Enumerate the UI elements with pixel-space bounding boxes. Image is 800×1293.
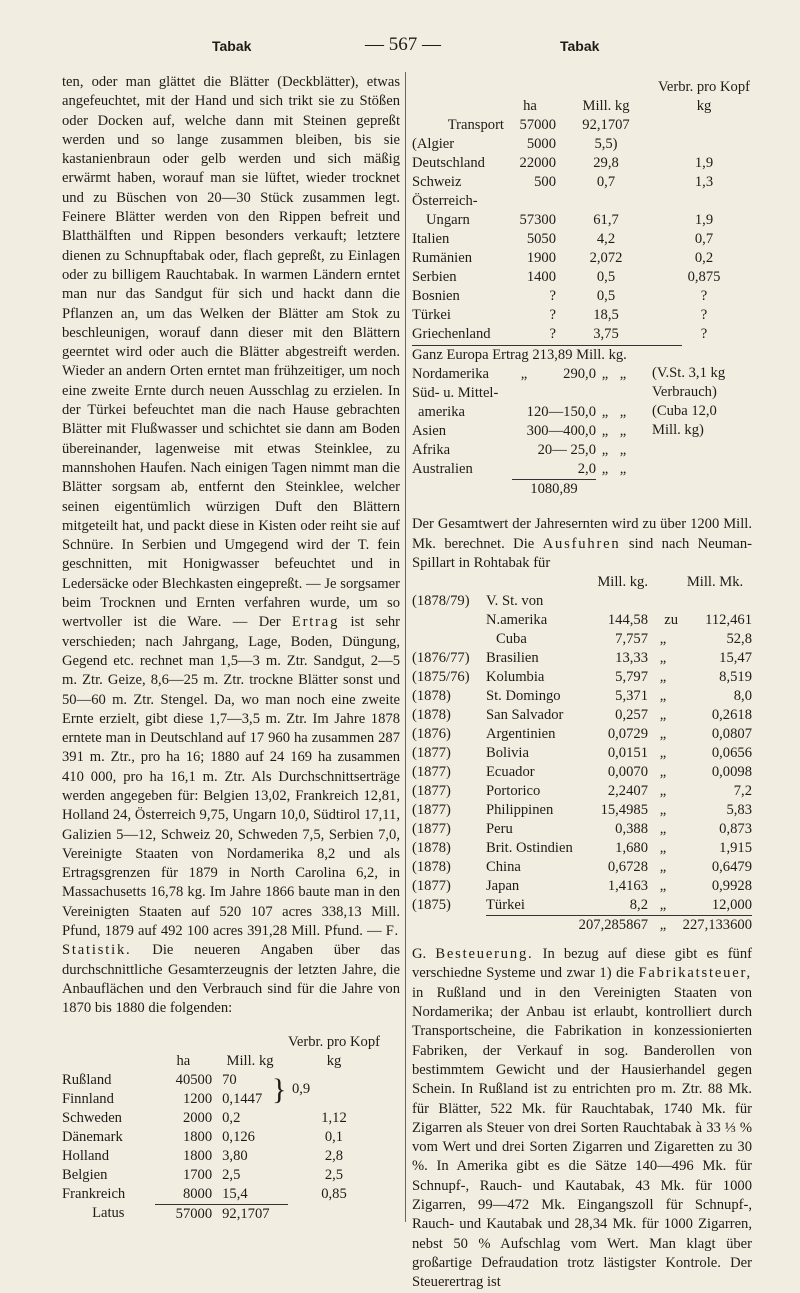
gesamtwert-paragraph: Der Gesamtwert der Jahresernten wird zu über 1200 Mill. Mk. berechnet. Die Ausfuhren sind nach Neuman-Spillart in Rohtabak für [412, 516, 752, 571]
col-header-mill-kg: Mill. kg [226, 1052, 274, 1069]
ertrag-table [412, 365, 632, 499]
header-right-keyword: Tabak [560, 38, 600, 54]
table-row: Rußland 40500 70 } 0,9 [62, 1071, 311, 1106]
table-row: (1878) Brit. Ostindien 1,680 „ 1,915 [412, 840, 752, 857]
production-table-2 [412, 78, 752, 344]
export-table [412, 573, 752, 935]
europa-line: Ganz Europa Ertrag 213,89 Mill. kg. [412, 347, 627, 363]
table-row: (1877) Peru 0,388 „ 0,873 [412, 821, 752, 838]
table-row: Italien 5050 4,2 0,7 [412, 231, 714, 247]
col-header-verbr: Verbr. pro Kopf [287, 1033, 380, 1050]
col-header-kg: kg [696, 98, 712, 114]
besteuerung-heading: Besteuerung. [435, 946, 534, 963]
table-row: Frankreich 8000 15,4 0,85 [62, 1185, 347, 1202]
ertrag-block [412, 346, 752, 499]
table-row: (1878) San Salvador 0,257 „ 0,2618 [412, 707, 752, 724]
table-row: Serbien 1400 0,5 0,875 [412, 269, 721, 285]
table-row: (1878/79) V. St. von [412, 593, 544, 610]
table-row: Belgien 1700 2,5 2,5 [62, 1166, 344, 1183]
table-row: Schweden 2000 0,2 1,12 [62, 1109, 347, 1126]
table-row: (1876/77) Brasilien 13,33 „ 15,47 [412, 650, 752, 667]
left-column [62, 73, 400, 1224]
table-row: Nordamerika „ 290,0 „ „ [412, 366, 627, 383]
besteuerung-paragraph: G. Besteuerung. In bezug auf diese gibt es fünf verschiedne Systeme und zwar 1) die Fabrikatsteuer, in Rußland und in den Vereinigten Staaten von Nordamerika; der Anbau ist erlaubt, kontrolliert durch Transportscheine, die Fabrikation in konzessionierten Fabriken, der Verkauf in sog. Banderollen von bestimmtem Gewicht und der Hausierhandel gegen Schein. In Rußland ist zu entrichten pro m. Ztr. 88 Mk. für Blätter, 522 Mk. für Rauchtabak, 1740 Mk. für Zigarren als Steuer von drei Sorten Rauchtabak à 33 ⅓ % vom Wert und drei Sorten Zigarren und Zigaretten zu 30 %. In Amerika gibt es die Sätze 140—496 Mk. für Schnupf-, Rauch- und Kautabak, 43 Mk. für 1000 Zigarren, 99—472 Mk. Eingangszoll für Schnupf-, Rauch- und Kautabak und 28,34 Mk. für 1000 Zigarren, nebst 50 % Aufschlag vom Wert. Man klagt über großartige Defraudation trotz lästigster Kontrole. Der Steuerertrag ist [412, 946, 753, 1291]
statistik-heading: F. Statistik. [62, 923, 400, 959]
col-header-ha: ha [176, 1052, 191, 1069]
table-row: (1877) Japan 1,4163 „ 0,9928 [412, 878, 752, 895]
table-row: Griechenland ? 3,75 ? [412, 326, 708, 342]
table-row: amerika 120—150,0 „ „ [418, 404, 627, 421]
table-row: (1878) China 0,6728 „ 0,6479 [412, 859, 752, 876]
fabrikatsteuer-heading: Fabrikatsteuer, [638, 965, 752, 982]
brace: } [271, 1072, 287, 1106]
header-left-keyword: Tabak [212, 38, 252, 54]
table-row: Australien 2,0 „ „ [412, 461, 627, 478]
ertrag-note: (V.St. 3,1 kg Verbrauch) (Cuba 12,0 Mill. kg) [652, 365, 726, 438]
table-row: (1877) Portorico 2,2407 „ 7,2 [412, 783, 752, 800]
table-row: Rumänien 1900 2,072 0,2 [412, 250, 714, 266]
table-row: Ungarn 57300 61,7 1,9 [426, 212, 714, 228]
table-row: (1875) Türkei 8,2 „ 12,000 [412, 897, 752, 914]
table-row: (1877) Philippinen 15,4985 „ 5,83 [412, 802, 752, 819]
table-total-row: 1080,89 [412, 480, 632, 500]
table-row: Asien 300—400,0 „ „ [412, 423, 627, 440]
col-header-ha: ha [523, 98, 537, 114]
table-row: Österreich- [412, 193, 478, 209]
col-header-mill-mk: Mill. Mk. [686, 574, 744, 591]
table-total-row: 207,285867 „ 227,133600 [412, 916, 752, 936]
page-number: — 567 — [365, 34, 441, 55]
page-header [0, 34, 800, 60]
ertrag-heading: Ertrag [291, 614, 340, 631]
table-row: Cuba 7,757 „ 52,8 [496, 631, 752, 648]
table-row: Deutschland 22000 29,8 1,9 [412, 155, 714, 171]
ausfuhren-heading: Ausfuhren [542, 535, 621, 552]
table-row: (Algier 5000 5,5) [412, 136, 618, 152]
col-header-kg: kg [326, 1052, 342, 1069]
table-row: N.amerika 144,58 zu 112,461 [486, 612, 752, 629]
column-divider [405, 72, 406, 1222]
left-body-text: ten, oder man glättet die Blätter (Deckblätter), etwas angefeuchtet, mit der Hand und sich trikt sie zu Stößen oder Docken auf, welche dann mit Steinen gepreßt werden und so lange zusammen bleiben, bis sie kastanienbraun oder gelb werden und sich mäßig erwärmt haben, worauf man sie lüftet, wieder trocknet und zu Büschen von 20—30 Stück zusammen legt. Feinere Blätter werden von den Rippen befreit und Blatthälften und Rippen besonders verkauft; letztere dienen zu Schnupftabak oder, flach gepreßt, zu Einlagen oder zu billigem Rauchtabak. In warmen Ländern erntet man nur das Sandgut für sich und hackt dann die Pflanzen an, um das Welken der Blätter am Stok zu beschleunigen, worauf dann dieser mit den Blättern geerntet wird oder auch die Blätter abgestreift werden. Wieder an andern Orten erntet man frühzeitiger, um noch eine zweite Ernte durch neuen Ausschlag zu erzielen. In der Türkei befeuchtet man die nach Hause gebrachten Blätter mit Flußwasser und schichtet sie dann am Boden übereinander, lagenweise mit etwas Steinklee, zu mannshohen Haufen. Nach einigen Tagen nimmt man die Blätter sorgsam ab, entfernt den Steinklee, welcher seinen eigentümlich würzigen Duft den Blättern mitgeteilt hat, und packt diese in Kisten oder reiht sie auf Schnüre. In Serbien und Umgegend wird der T. fein geschnitten, mit Honigwasser befeuchtet und in Ledersäcke oder Blechkasten eingepreßt. — Je sorgsamer beim Trocknen und Ernten verfahren wurde, um so wertvoller ist die Ware. — Der Ertrag ist sehr verschieden; nach Jahrgang, Lage, Boden, Düngung, Gegend etc. rechnet man 1,5—3 m. Ztr. Sandgut, 2—5 m. Ztr. Geize, 8,6—25 m. Ztr. trockne Blätter sonst und 50—60 m. Ztr. Stengel. Da, wo man noch eine zweite Ernte erzielt, gibt diese 1,7—3,5 m. Ztr. Im Jahre 1878 erntete man in Deutschland auf 17 960 ha zusammen 287 391 m. Ztr., pro ha 16; 1880 auf 24 169 ha zusammen 410 000, pro ha 16,1 m. Ztr. Als Durchschnittserträge werden angegeben für: Belgien 13,02, Frankreich 12,81, Holland 24, Österreich 9,75, Ungarn 10,0, Südtirol 17,11, Galizien 5—12, Schweiz 20, Schweden 7,5, Serbien 7,0, Vereinigte Staaten von Nordamerika 8,2 und als Ertragsgrenzen für 1879 in North Carolina 6,2, in Massachusetts 16,78 kg. Im Jahre 1866 baute man in den Vereinigten Staaten auf 520 107 acres 338,13 Mill. Pfund, 1879 auf 492 100 acres 391,28 Mill. Pfund. — F. Statistik. Die neueren Angaben über das durchschnittliche Gesamterzeugnis der letzten Jahre, die Anbauflächen und den Verbrauch sind für die Jahre von 1870 bis 1880 die folgenden: [62, 74, 400, 1017]
table-row: Afrika 20— 25,0 „ „ [412, 442, 627, 459]
brace-value: 0,9 [291, 1080, 311, 1097]
table-row: (1876) Argentinien 0,0729 „ 0,0807 [412, 726, 752, 743]
col-header-verbr: Verbr. pro Kopf [657, 79, 750, 95]
table-total-row: Latus 57000 92,1707 [62, 1204, 380, 1224]
table-row: (1877) Ecuador 0,0070 „ 0,0098 [412, 764, 752, 781]
table-row: (1878) St. Domingo 5,371 „ 8,0 [412, 688, 752, 705]
right-column [412, 78, 752, 1293]
table-row: Transport 57000 92,1707 [447, 117, 630, 133]
production-table-1 [62, 1033, 380, 1224]
table-row: Finnland 1200 0,1447 [62, 1090, 263, 1107]
table-row: Holland 1800 3,80 2,8 [62, 1147, 344, 1164]
table-row: (1877) Bolivia 0,0151 „ 0,0656 [412, 745, 752, 762]
col-header-mill-kg: Mill. kg. [597, 574, 648, 591]
col-header-mill-kg: Mill. kg [582, 98, 630, 114]
table-row: Bosnien ? 0,5 ? [412, 288, 708, 304]
table-row: Türkei ? 18,5 ? [412, 307, 708, 323]
table-row: Süd- u. Mittel- [412, 385, 499, 402]
table-row: Dänemark 1800 0,126 0,1 [62, 1128, 344, 1145]
table-row: (1875/76) Kolumbia 5,797 „ 8,519 [412, 669, 752, 686]
table-row: Schweiz 500 0,7 1,3 [412, 174, 714, 190]
